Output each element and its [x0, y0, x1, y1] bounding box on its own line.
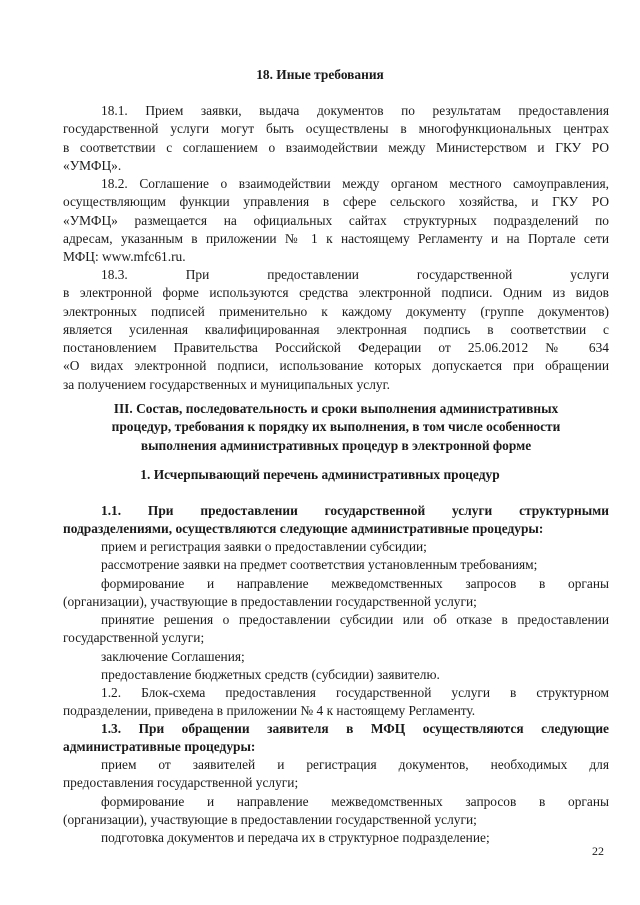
list-item: (организации), участвующие в предоставлении государственной услуги; — [63, 811, 477, 827]
text-line: МФЦ: www.mfc61.ru. — [63, 249, 186, 265]
paragraph-1-3 — [63, 720, 609, 757]
section-18-title: 18. Иные требования — [256, 67, 384, 82]
list-item: (организации), участвующие в предоставлении государственной услуги; — [63, 593, 477, 609]
text-line: 18.1. Прием заявки, выдача документов по результатам предоставления — [101, 103, 609, 118]
text-line: «О видах электронной подписи, использование которых допускается при обращении — [63, 358, 609, 374]
list-item: формирование и направление межведомственных запросов в органы — [101, 575, 609, 591]
page-number: 22 — [592, 844, 604, 858]
text-line: административные процедуры: — [63, 739, 256, 755]
text-line: государственной услуги могут быть осуществлены в многофункциональных центрах — [63, 121, 609, 137]
text-line: постановлением Правительства Российской Федерации от 25.06.2012 № 634 — [63, 340, 609, 356]
paragraph-1-1 — [63, 502, 609, 539]
section-3-title — [63, 400, 609, 455]
procedure-list-2 — [63, 756, 609, 847]
list-item: предоставления государственной услуги; — [63, 775, 299, 791]
text-line: подразделениями, осуществляются следующие административные процедуры: — [63, 521, 544, 537]
text-line: 1.3. При обращении заявителя в МФЦ осуществляются следующие — [101, 721, 609, 736]
procedure-list-1 — [63, 538, 609, 684]
list-item: предоставление бюджетных средств (субсидии) заявителю. — [101, 667, 440, 683]
text-line: в соответствии с соглашением о взаимодействии между Министерством и ГКУ РО — [63, 139, 609, 155]
list-item: рассмотрение заявки на предмет соответствия установленным требованиям; — [101, 557, 538, 573]
subsection-title: 1. Исчерпывающий перечень административных процедур — [140, 467, 500, 482]
text-line: адресам, указанным в приложении № 1 к настоящему Регламенту и на Портале сети — [63, 230, 609, 246]
text-line: «УМФЦ» размещается на официальных сайтах структурных подразделений по — [63, 212, 609, 228]
text-line: «УМФЦ». — [63, 157, 122, 173]
list-item: прием и регистрация заявки о предоставлении субсидии; — [101, 539, 427, 554]
list-item: формирование и направление межведомственных запросов в органы — [101, 793, 609, 809]
list-item: государственной услуги; — [63, 630, 205, 646]
text-line: 18.3. При предоставлении государственной услуги — [101, 267, 609, 282]
paragraph-18-1 — [63, 102, 609, 175]
list-item: подготовка документов и передача их в структурное подразделение; — [101, 830, 490, 846]
text-line: 1.2. Блок-схема предоставления государственной услуги в структурном — [101, 685, 609, 700]
list-item: заключение Соглашения; — [101, 648, 245, 664]
text-line: 1.1. При предоставлении государственной услуги структурными — [101, 503, 609, 518]
paragraph-18-2 — [63, 175, 609, 266]
text-line: является усиленная квалифицированная электронная подпись в соответствии с — [63, 321, 609, 337]
paragraph-1-2 — [63, 684, 609, 721]
list-item: принятие решения о предоставлении субсидии или об отказе в предоставлении — [101, 612, 609, 628]
title-line: III. Состав, последовательность и сроки выполнения административных — [113, 401, 559, 416]
title-line: выполнения административных процедур в электронной форме — [140, 437, 532, 453]
title-line: процедур, требования к порядку их выполнения, в том числе особенности — [111, 419, 561, 435]
text-line: электронных подписей применительно к каждому документу (группе документов) — [63, 303, 609, 319]
text-line: в электронной форме используются средства электронной подписи. Одним из видов — [63, 285, 609, 301]
text-line: 18.2. Соглашение о взаимодействии между органом местного самоуправления, — [101, 176, 609, 191]
list-item: прием от заявителей и регистрация документов, необходимых для — [101, 757, 609, 772]
text-line: осуществляющим функции управления в сфере сельского хозяйства, и ГКУ РО — [63, 194, 609, 210]
text-line: за получением государственных и муниципальных услуг. — [63, 376, 390, 392]
text-line: подразделении, приведена в приложении № 4 к настоящему Регламенту. — [63, 703, 476, 719]
paragraph-18-3 — [63, 266, 609, 394]
